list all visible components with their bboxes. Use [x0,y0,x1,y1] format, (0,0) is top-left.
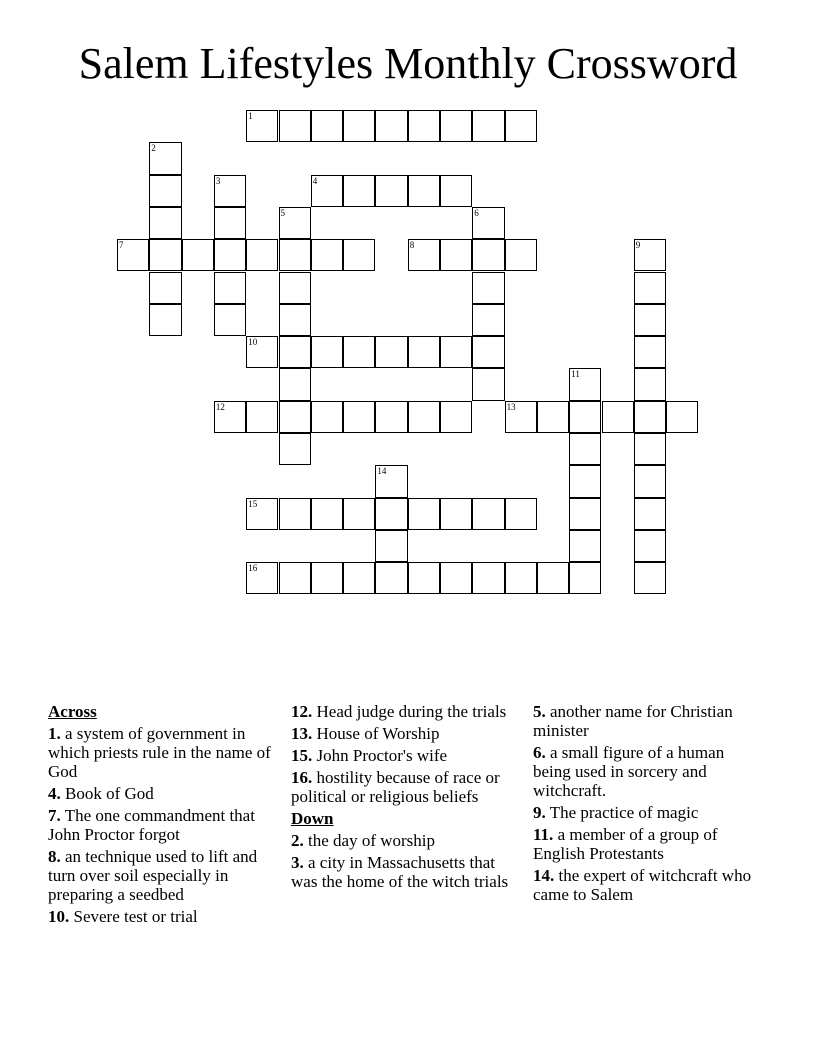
clue-item [533,743,765,800]
clue-number-label: 12. [291,702,313,721]
grid-cell[interactable] [375,465,407,497]
grid-cell[interactable] [634,465,666,497]
grid-cell[interactable] [537,562,569,594]
grid-cell[interactable] [149,304,181,336]
clue-number: 10 [248,337,258,348]
grid-cell[interactable] [440,175,472,207]
grid-cell[interactable] [149,239,181,271]
clue-item [48,806,280,844]
grid-cell[interactable] [569,530,601,562]
grid-cell[interactable] [279,562,311,594]
clue-item [48,847,280,904]
clue-number-label: 13. [291,724,313,743]
grid-cell[interactable] [472,498,504,530]
grid-cell[interactable] [472,336,504,368]
grid-cell[interactable] [246,401,278,433]
grid-cell[interactable] [634,304,666,336]
clue-item [48,724,280,781]
grid-cell[interactable] [375,336,407,368]
clue-text: The one commandment that John Proctor forgot [48,806,255,844]
clue-text: another name for Christian minister [533,702,733,740]
clue-item [291,831,523,850]
grid-cell[interactable] [117,239,149,271]
grid-cell[interactable] [214,401,246,433]
clue-text: John Proctor's wife [316,746,448,765]
grid-cell[interactable] [311,498,343,530]
grid-cell[interactable] [634,239,666,271]
grid-cell[interactable] [279,207,311,239]
clue-text: a member of a group of English Protestants [533,825,718,863]
grid-cell[interactable] [569,433,601,465]
grid-cell[interactable] [214,304,246,336]
grid-cell[interactable] [343,110,375,142]
clue-number: 16 [248,563,258,574]
clue-item [533,702,765,740]
clue-text: a system of government in which priests rule in the name of God [48,724,271,781]
grid-cell[interactable] [472,368,504,400]
across-heading: Across [48,702,97,721]
clue-number-label: 1. [48,724,61,743]
clue-item [291,724,523,743]
clue-text: a small figure of a human being used in sorcery and witchcraft. [533,743,725,800]
grid-cell[interactable] [408,498,440,530]
clue-number-label: 9. [533,803,546,822]
clue-number: 7 [119,240,124,251]
down-heading: Down [291,809,334,828]
clue-text: Book of God [65,784,154,803]
grid-cell[interactable] [408,562,440,594]
clue-text: an technique used to lift and turn over soil especially in preparing a seedbed [48,847,258,904]
clue-number-label: 4. [48,784,61,803]
clue-number-label: 7. [48,806,61,825]
clue-number-label: 16. [291,768,313,787]
clue-number-label: 2. [291,831,304,850]
grid-cell[interactable] [279,498,311,530]
grid-cell[interactable] [505,401,537,433]
grid-cell[interactable] [472,272,504,304]
clue-item [533,803,765,822]
grid-cell[interactable] [375,530,407,562]
grid-cell[interactable] [505,239,537,271]
grid-cell[interactable] [343,498,375,530]
grid-cell[interactable] [666,401,698,433]
grid-cell[interactable] [569,498,601,530]
grid-cell[interactable] [634,401,666,433]
grid-cell[interactable] [472,239,504,271]
grid-cell[interactable] [505,562,537,594]
clue-item [533,825,765,863]
grid-cell[interactable] [279,110,311,142]
grid-cell[interactable] [149,207,181,239]
grid-cell[interactable] [214,239,246,271]
grid-cell[interactable] [440,239,472,271]
grid-cell[interactable] [149,175,181,207]
grid-cell[interactable] [408,110,440,142]
grid-cell[interactable] [634,368,666,400]
grid-cell[interactable] [634,498,666,530]
grid-cell[interactable] [440,110,472,142]
grid-cell[interactable] [343,336,375,368]
grid-cell[interactable] [311,562,343,594]
grid-cell[interactable] [537,401,569,433]
grid-cell[interactable] [343,401,375,433]
grid-cell[interactable] [246,562,278,594]
grid-cell[interactable] [505,110,537,142]
grid-cell[interactable] [634,336,666,368]
grid-cell[interactable] [246,336,278,368]
clue-column-3 [533,702,765,907]
grid-cell[interactable] [375,562,407,594]
grid-cell[interactable] [569,465,601,497]
grid-cell[interactable] [408,336,440,368]
clue-number: 1 [248,111,253,121]
grid-cell[interactable] [440,562,472,594]
grid-cell[interactable] [472,562,504,594]
grid-cell[interactable] [279,368,311,400]
clue-number: 2 [151,143,156,154]
clue-text: the expert of witchcraft who came to Salem [533,866,752,904]
grid-cell[interactable] [634,562,666,594]
clue-number-label: 15. [291,746,313,765]
clue-text: the day of worship [308,831,436,850]
grid-cell[interactable] [634,530,666,562]
clue-number: 14 [377,466,387,477]
grid-cell[interactable] [149,142,181,174]
clue-number-label: 14. [533,866,555,885]
clue-text: Head judge during the trials [316,702,507,721]
grid-cell[interactable] [214,175,246,207]
clue-number: 12 [215,401,225,412]
grid-cell[interactable] [214,272,246,304]
grid-cell[interactable] [149,272,181,304]
grid-cell[interactable] [375,110,407,142]
grid-cell[interactable] [472,207,504,239]
clue-column-2 [291,702,523,894]
grid-cell[interactable] [472,304,504,336]
grid-cell[interactable] [343,239,375,271]
grid-cell[interactable] [246,110,278,142]
clue-number: 5 [280,207,285,218]
grid-cell[interactable] [634,433,666,465]
grid-cell[interactable] [311,110,343,142]
grid-cell[interactable] [375,175,407,207]
clue-number-label: 6. [533,743,546,762]
clue-text: hostility because of race or political or religious beliefs [291,768,500,806]
grid-cell[interactable] [311,401,343,433]
clue-number-label: 3. [291,853,304,872]
grid-cell[interactable] [375,401,407,433]
grid-cell[interactable] [472,110,504,142]
grid-cell[interactable] [440,336,472,368]
clue-item [291,702,523,721]
grid-cell[interactable] [440,498,472,530]
clue-item [291,853,523,891]
grid-cell[interactable] [214,207,246,239]
clue-number: 8 [409,240,415,251]
grid-cell[interactable] [246,498,278,530]
grid-cell[interactable] [279,304,311,336]
clue-number: 11 [571,369,580,380]
clue-number: 4 [312,175,318,186]
clue-item [48,784,280,803]
grid-cell[interactable] [505,498,537,530]
grid-cell[interactable] [279,433,311,465]
grid-cell[interactable] [569,368,601,400]
clue-item [48,907,280,926]
grid-cell[interactable] [408,239,440,271]
grid-cell[interactable] [279,401,311,433]
grid-cell[interactable] [311,336,343,368]
clue-item [291,768,523,806]
grid-cell[interactable] [311,175,343,207]
grid-cell[interactable] [246,239,278,271]
clue-item [533,866,765,904]
grid-cell[interactable] [440,401,472,433]
clue-text: The practice of magic [549,803,699,822]
grid-cell[interactable] [279,239,311,271]
clue-number: 9 [635,240,641,251]
clue-number-label: 10. [48,907,70,926]
grid-cell[interactable] [343,562,375,594]
clue-item [291,746,523,765]
grid-cell[interactable] [408,175,440,207]
clue-number-label: 5. [533,702,546,721]
clue-number-label: 8. [48,847,61,866]
grid-cell[interactable] [569,401,601,433]
clue-number: 3 [215,175,221,186]
grid-cell[interactable] [279,272,311,304]
grid-cell[interactable] [634,272,666,304]
grid-cell[interactable] [602,401,634,433]
clue-number: 6 [474,207,479,218]
clue-number: 15 [248,498,258,509]
clue-number-label: 11. [533,825,554,844]
grid-cell[interactable] [311,239,343,271]
grid-cell[interactable] [343,175,375,207]
clue-text: Severe test or trial [73,907,198,926]
clue-column-1 [48,702,280,929]
page-title: Salem Lifestyles Monthly Crossword [78,39,738,88]
grid-cell[interactable] [375,498,407,530]
grid-cell[interactable] [408,401,440,433]
grid-cell[interactable] [569,562,601,594]
grid-cell[interactable] [182,239,214,271]
clue-text: House of Worship [316,724,440,743]
grid-cell[interactable] [279,336,311,368]
clue-number: 13 [506,401,516,412]
clue-text: a city in Massachusetts that was the home of the witch trials [291,853,509,891]
